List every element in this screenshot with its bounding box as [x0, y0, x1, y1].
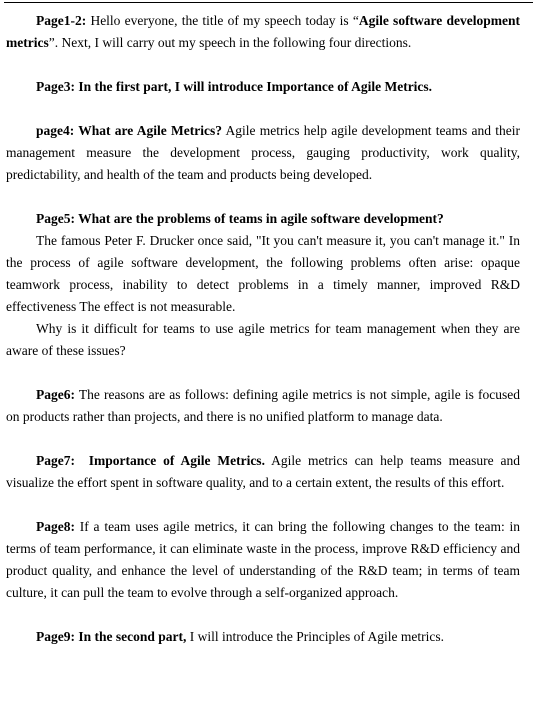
page-label: Page1-2: — [36, 13, 87, 28]
section-heading: Page5: What are the problems of teams in agile software development? — [36, 211, 444, 226]
page-label: Page6: — [36, 387, 75, 402]
paragraph-text: I will introduce the Principles of Agile metrics. — [186, 629, 444, 644]
heading-page5 — [6, 208, 520, 230]
paragraph-text: Why is it difficult for teams to use agile metrics for team management when they are aware of these issues? — [6, 321, 520, 358]
section-heading: Page3: In the first part, I will introduce Importance of Agile Metrics. — [36, 79, 433, 94]
page-label: Page8: — [36, 519, 75, 534]
paragraph-text: ”. Next, I will carry out my speech in the following four directions. — [48, 35, 412, 50]
paragraph-page9 — [6, 626, 520, 648]
paragraph-page1-2 — [6, 10, 520, 54]
paragraph-page4 — [6, 120, 520, 186]
heading-page3 — [6, 76, 520, 98]
top-rule — [4, 2, 533, 3]
paragraph-page8 — [6, 516, 520, 604]
paragraph-page7 — [6, 450, 520, 494]
paragraph-drucker — [6, 230, 520, 318]
paragraph-text: Hello everyone, the title of my speech today is “ — [86, 13, 359, 28]
speech-title: Agile software development metrics — [6, 13, 520, 50]
paragraph-text: Agile metrics help agile development teams and their management measure the development process, gauging productivity, work quality, predictability, and health of the team and products being developed. — [6, 123, 520, 182]
paragraph-text: The famous Peter F. Drucker once said, "It you can't measure it, you can't manage it." In the process of agile software development, the following problems often arise: opaque teamwork process, inability to detect problems in a timely manner, improved R&D effectiveness The effect is not measurable. — [6, 233, 520, 314]
paragraph-text: Agile metrics can help teams measure and visualize the effort spent in software quality, and to a certain extent, the results of this effort. — [6, 453, 521, 490]
paragraph-text: If a team uses agile metrics, it can bring the following changes to the team: in terms of team performance, it can eliminate waste in the process, improve R&D efficiency and product quality, and enhance the level of understanding of the R&D team; in terms of team culture, it can pull the team to evolve through a self-organized approach. — [6, 519, 520, 600]
page-label: Page7: Importance of Agile Metrics. — [36, 453, 265, 468]
document-body — [6, 10, 520, 648]
page-label: Page9: In the second part, — [36, 629, 187, 644]
paragraph-page6 — [6, 384, 520, 428]
paragraph-text: The reasons are as follows: defining agile metrics is not simple, agile is focused on products rather than projects, and there is no unified platform to manage data. — [6, 387, 520, 424]
page-label: page4: What are Agile Metrics? — [36, 123, 222, 138]
paragraph-why — [6, 318, 520, 362]
